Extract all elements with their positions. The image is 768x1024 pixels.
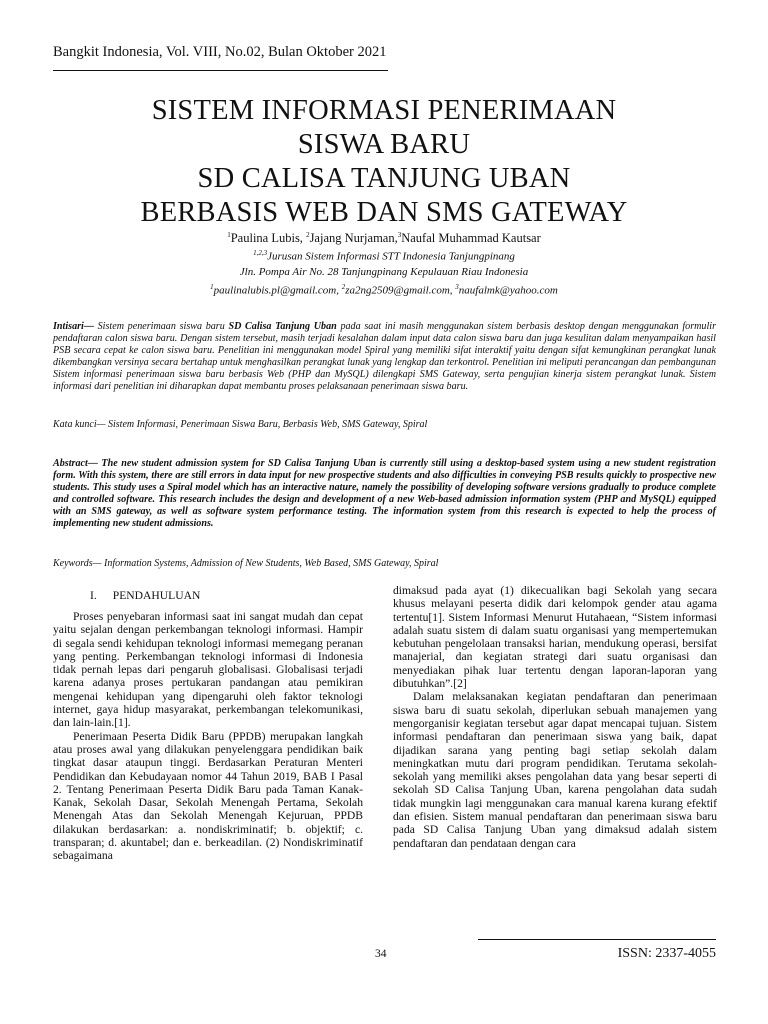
- affiliation-address: Jln. Pompa Air No. 28 Tanjungpinang Kepulauan Riau Indonesia: [239, 265, 529, 278]
- journal-header: Bangkit Indonesia, Vol. VIII, No.02, Bulan Oktober 2021: [53, 44, 387, 60]
- body-paragraph: Penerimaan Peserta Didik Baru (PPDB) merupakan langkah atau proses awal yang dilakukan penyelenggara pendidikan baik tingkat dasar ataupun tinggi. Berdasarkan Peraturan Menteri Pendidikan dan Kebudayaan nomor 44 Tahun 2019, BAB I Pasal 2. Tentang Penerimaan Peserta Didik Baru pada Taman Kanak-Kanak, Sekolah Dasar, Sekolah Menengah Pertama, Sekolah Menengah Atas dan Sekolah Menengah Kejuruan, PPDB dilakukan berdasarkan: a. nondiskriminatif; b. objektif; c. transparan; d. akuntabel; dan e. berkeadilan. (2) Nondiskriminatif sebagaimana: [53, 729, 363, 863]
- left-column: [53, 610, 363, 863]
- affiliation-dept: Jurusan Sistem Informasi STT Indonesia Tanjungpinang: [267, 250, 515, 263]
- right-column: [393, 584, 717, 850]
- email-sup: 3: [455, 282, 459, 291]
- intisari-school: SD Calisa Tanjung Uban: [228, 321, 337, 332]
- title-line: SISTEM INFORMASI PENERIMAAN: [151, 95, 617, 126]
- author-sup: 1: [227, 231, 231, 239]
- email-sup: 1: [210, 282, 214, 291]
- keywords: Keywords— Information Systems, Admission of New Students, Web Based, SMS Gateway, Spiral: [53, 558, 439, 569]
- page-number: 34: [375, 948, 387, 960]
- kata-kunci: Kata kunci— Sistem Informasi, Penerimaan Siswa Baru, Berbasis Web, SMS Gateway, Spiral: [53, 419, 428, 430]
- author-list: [40, 228, 728, 246]
- body-paragraph: Dalam melaksanakan kegiatan pendaftaran dan penerimaan siswa baru di suatu sekolah, diperlukan sebuah manajemen yang mengorganisir kegiatan tersebut agar dapat mencapai tujuan. Sistem informasi pendaftaran dan penerimaan siswa yang baik, dapat dijadikan sarana yang penting bagi setiap sekolah dalam meningkatkan mutu dari program pendidikan. Terutama sekolah-sekolah yang memiliki akses pengolahan data yang besar seperti di sekolah SD Calisa Tanjung Uban, karena pengolahan data sudah tidak mungkin lagi menggunakan cara manual karena kurang efektif dan efisien. Sistem manual pendaftaran dan penerimaan siswa baru pada SD Calisa Tanjung Uban yang dimaksud adalah sistem pendaftaran dan pendataan dengan cara: [393, 690, 717, 850]
- intisari-text: pada saat ini masih menggunakan sistem berbasis desktop dengan menggunakan formulir pendaftaran calon siswa baru. Dengan sistem tersebut, masih terjadi kesalahan dalam input data calon siswa baru dan juga kesulitan dalam menyampaikan hasil PSB secara cepat ke calon siswa baru. Penelitian ini menggunakan model Spiral yang memiliki sifat interaktif yaitu dengan sifat kemungkinan perangkat lunak dikembangkan versinya secara bertahap untuk menghasilkan perangkat lunak yang lengkap dan terkontrol. Penelitian ini meliputi perancangan dan pembangunan Sistem informasi penerimaan siswa baru berbasis Web (PHP dan MySQL) dilengkapi SMS Gateway, serta pengujian kinerja sistem perangkat lunak. Sistem informasi dari penelitian ini diharapkan dapat membantu proses pelaksanaan penerimaan siswa baru.: [53, 321, 717, 393]
- title-line: SD CALISA TANJUNG UBAN: [197, 163, 571, 194]
- paper-title: [40, 94, 728, 230]
- section-number: I.: [90, 589, 97, 602]
- affiliation-sup: 1,2,3: [253, 249, 268, 257]
- body-paragraph: Proses penyebaran informasi saat ini sangat mudah dan cepat yaitu sejalan dengan perkembangan teknologi informasi. Hampir di segala sendi kehidupan teknologi informasi memegang peranan yang penting. Perkembangan teknologi informasi di Indonesia tidak pernah lepas dari pengaruh globalisasi. Globalisasi terjadi karena adanya proses pertukaran pandangan atau pemikiran mengenai kehidupan yang dipengaruhi oleh faktor teknologi internet, gaya hidup masyarakat, perkembangan telekomunikasi, dan lain-lain.[1].: [53, 610, 363, 730]
- intisari-text: Sistem penerimaan siswa baru: [93, 321, 229, 332]
- email-link: za2ng2509@gmail.com,: [345, 284, 456, 297]
- affiliation: [40, 246, 728, 298]
- email-link: naufalmk@yahoo.com: [458, 284, 558, 297]
- email-sup: 2: [341, 282, 346, 291]
- author-name: Naufal Muhammad Kautsar: [401, 231, 541, 246]
- intisari-label: Intisari—: [53, 321, 94, 332]
- footer-rule: [478, 939, 716, 940]
- issn-label: ISSN: 2337-4055: [617, 946, 716, 961]
- section-title: PENDAHULUAN: [112, 589, 201, 602]
- title-line: SISWA BARU: [297, 129, 471, 160]
- intisari-abstract: [53, 321, 716, 394]
- body-paragraph: dimaksud pada ayat (1) dikecualikan bagi Sekolah yang secara khusus melayani peserta didik dari kelompok gender atau agama tertentu[1]. Sistem Informasi Menurut Hutahaean, “Sistem informasi adalah suatu sistem di dalam suatu organisasi yang mempertemukan kebutuhan pengelolaan transaksi harian, mendukung operasi, bersifat manajerial, dan kegiatan strategi dari suatu organisasi dan menyediakan pihak luar tertentu dengan laporan-laporan yang dibutuhkan”.[2]: [393, 584, 717, 691]
- author-sup: 2: [306, 231, 310, 239]
- email-link: paulinalubis.pl@gmail.com,: [213, 284, 342, 297]
- title-line: BERBASIS WEB DAN SMS GATEWAY: [140, 197, 628, 228]
- section-heading: [90, 589, 200, 602]
- author-name: Paulina Lubis,: [230, 231, 307, 246]
- author-name: Jajang Nurjaman,: [309, 231, 398, 246]
- author-sup: 3: [397, 231, 402, 239]
- author-emails: [40, 280, 728, 299]
- header-rule: [53, 70, 388, 71]
- english-abstract: Abstract— The new student admission system for SD Calisa Tanjung Uban is currently still using a desktop-based system using a new student registration form. With this system, there are still errors in data input for new prospective students and also difficulties in conveying PSB results quickly to prospective new students. This study uses a Spiral model which has an interactive nature, namely the possibility of developing software versions gradually to produce complete and controlled software. This research includes the design and development of a new Web-based admission information system (PHP and MySQL) equipped with an SMS gateway, as well as software system performance testing. The information system from this research is expected to help the process of implementing new student admissions.: [53, 458, 716, 530]
